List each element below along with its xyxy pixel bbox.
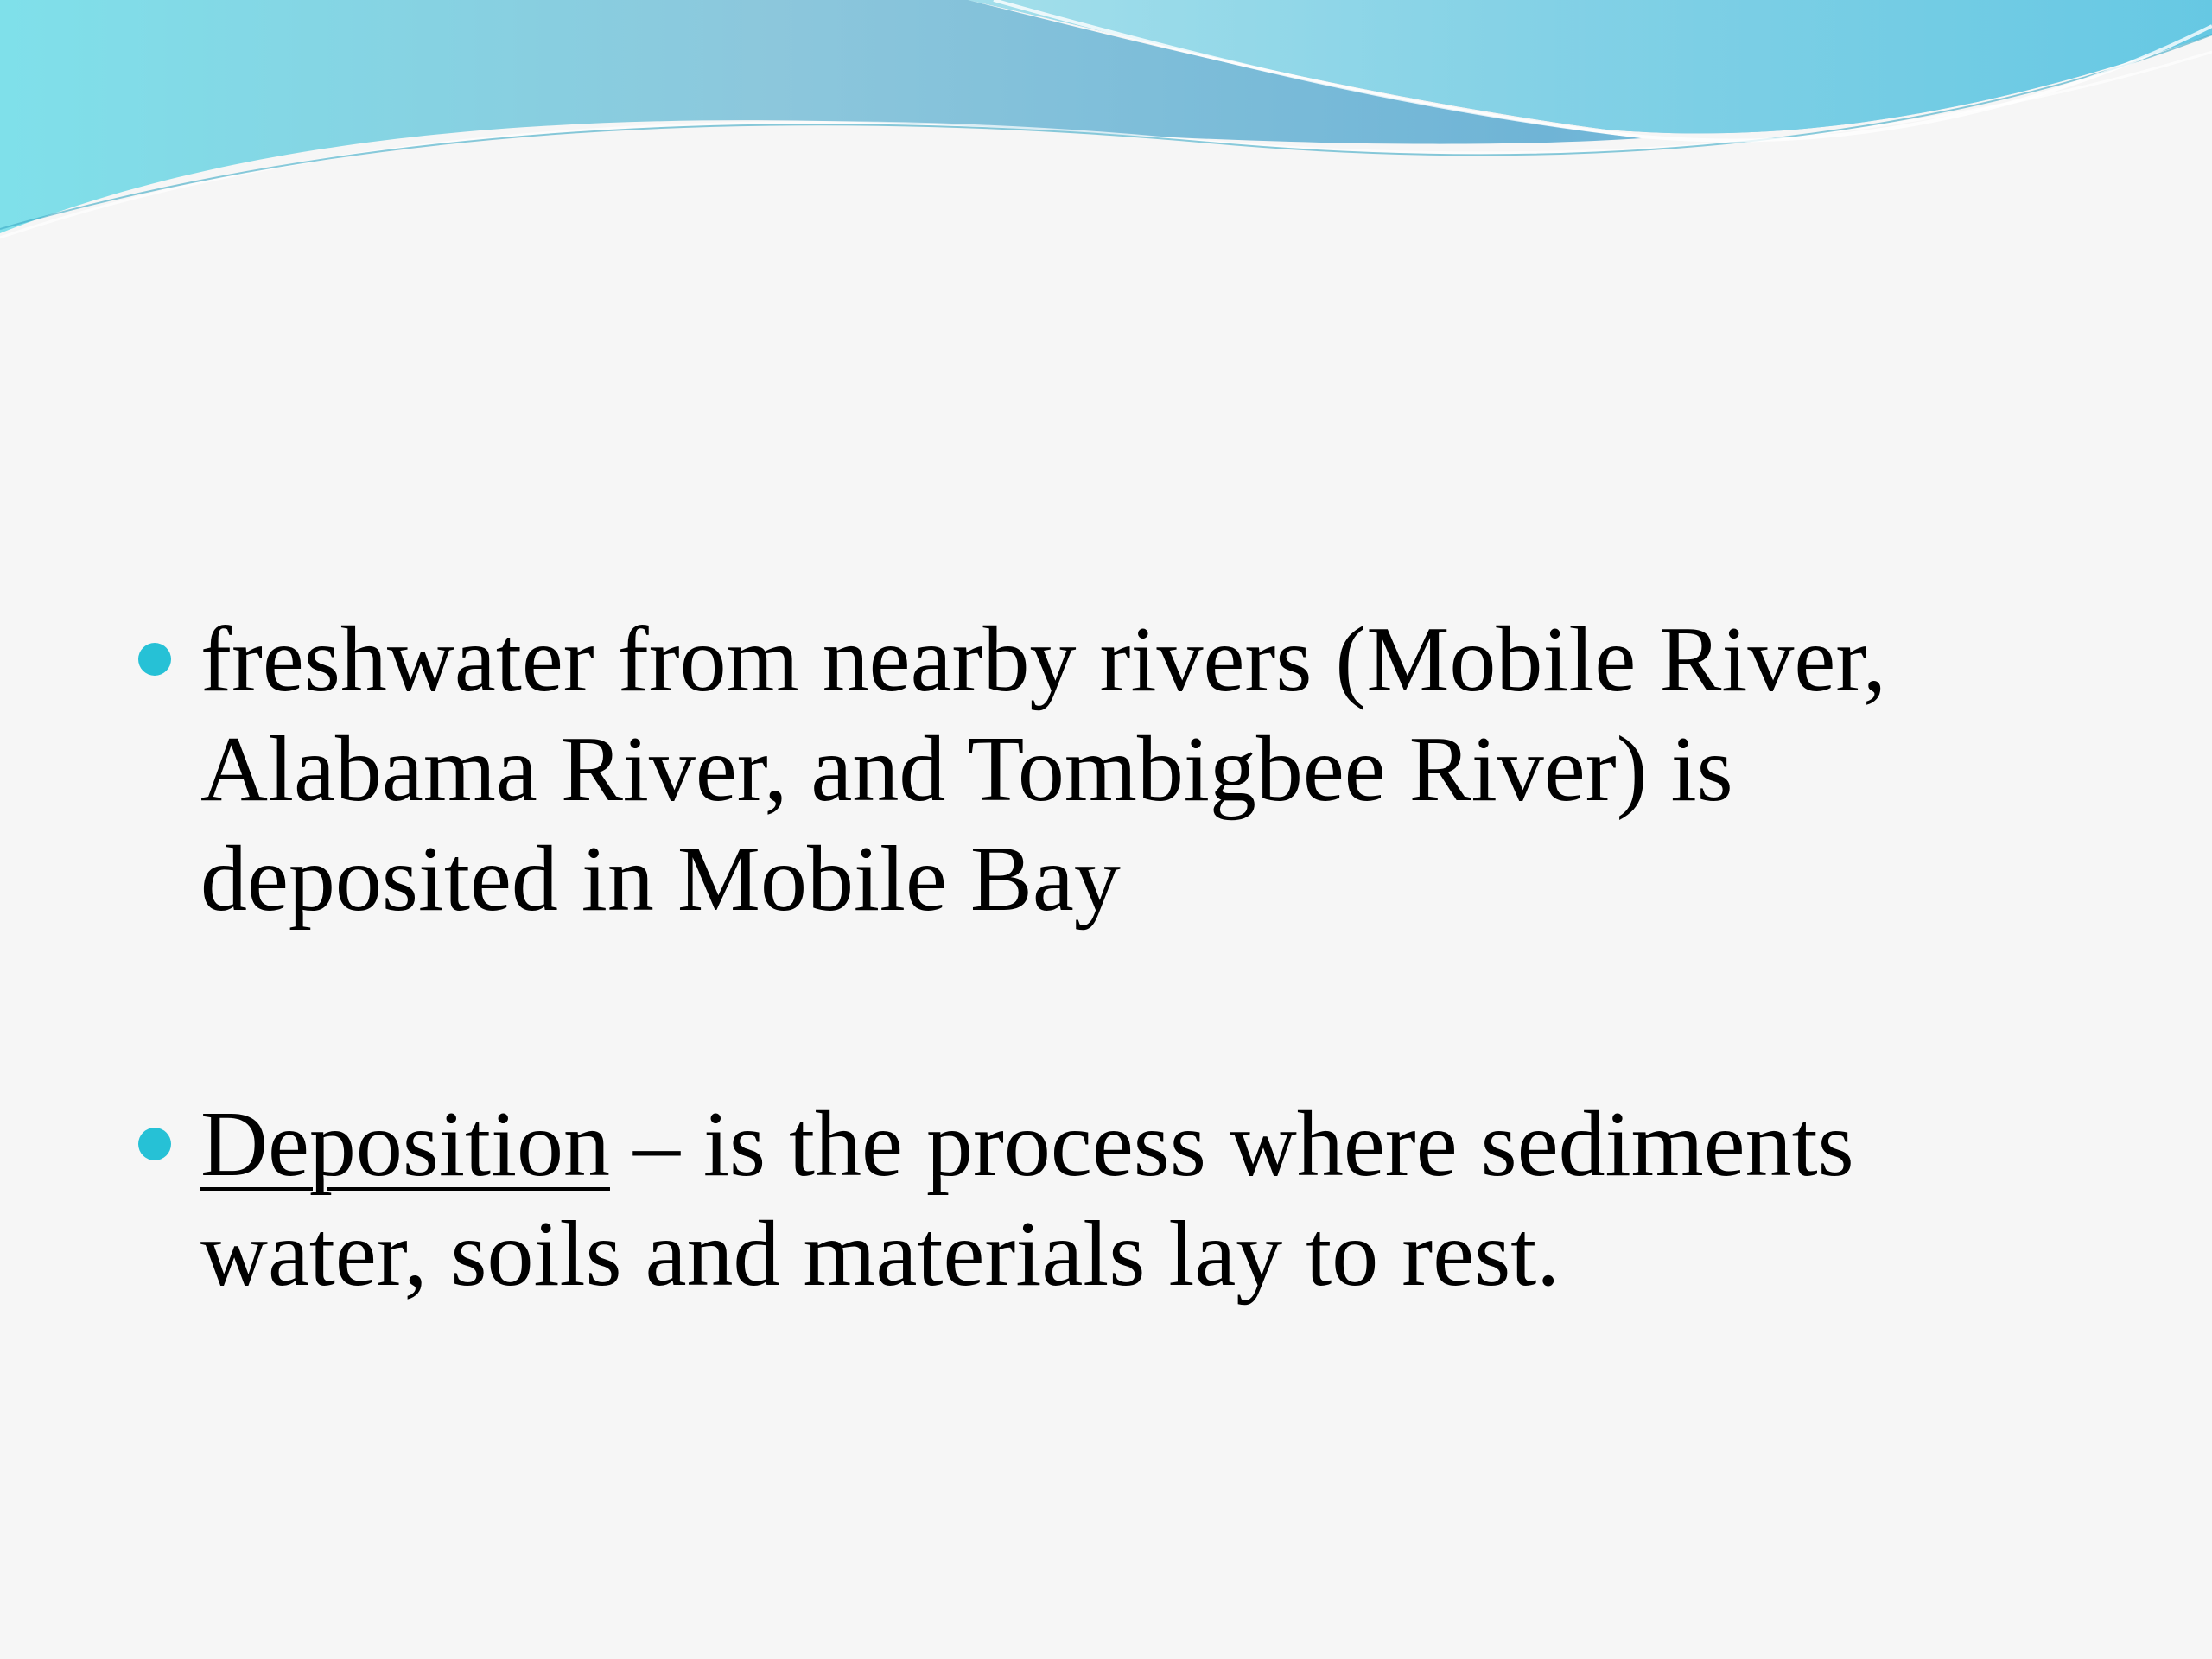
header-wave-decoration [0, 0, 2212, 259]
bullet-dot-icon [138, 643, 171, 676]
bullet-dot-icon [138, 1128, 171, 1160]
bullet-item-freshwater [138, 605, 2091, 934]
bullet-text: freshwater from nearby rivers (Mobile River, Alabama River, and Tombigbee River) is deposited in Mobile Bay [200, 608, 1886, 931]
bullet-list [138, 605, 2091, 1309]
bullet-item-deposition [138, 1090, 2091, 1309]
bullet-text: – is the process where sediments water, soils and materials lay to rest. [200, 1093, 1854, 1306]
deposition-term: Deposition [200, 1093, 610, 1196]
